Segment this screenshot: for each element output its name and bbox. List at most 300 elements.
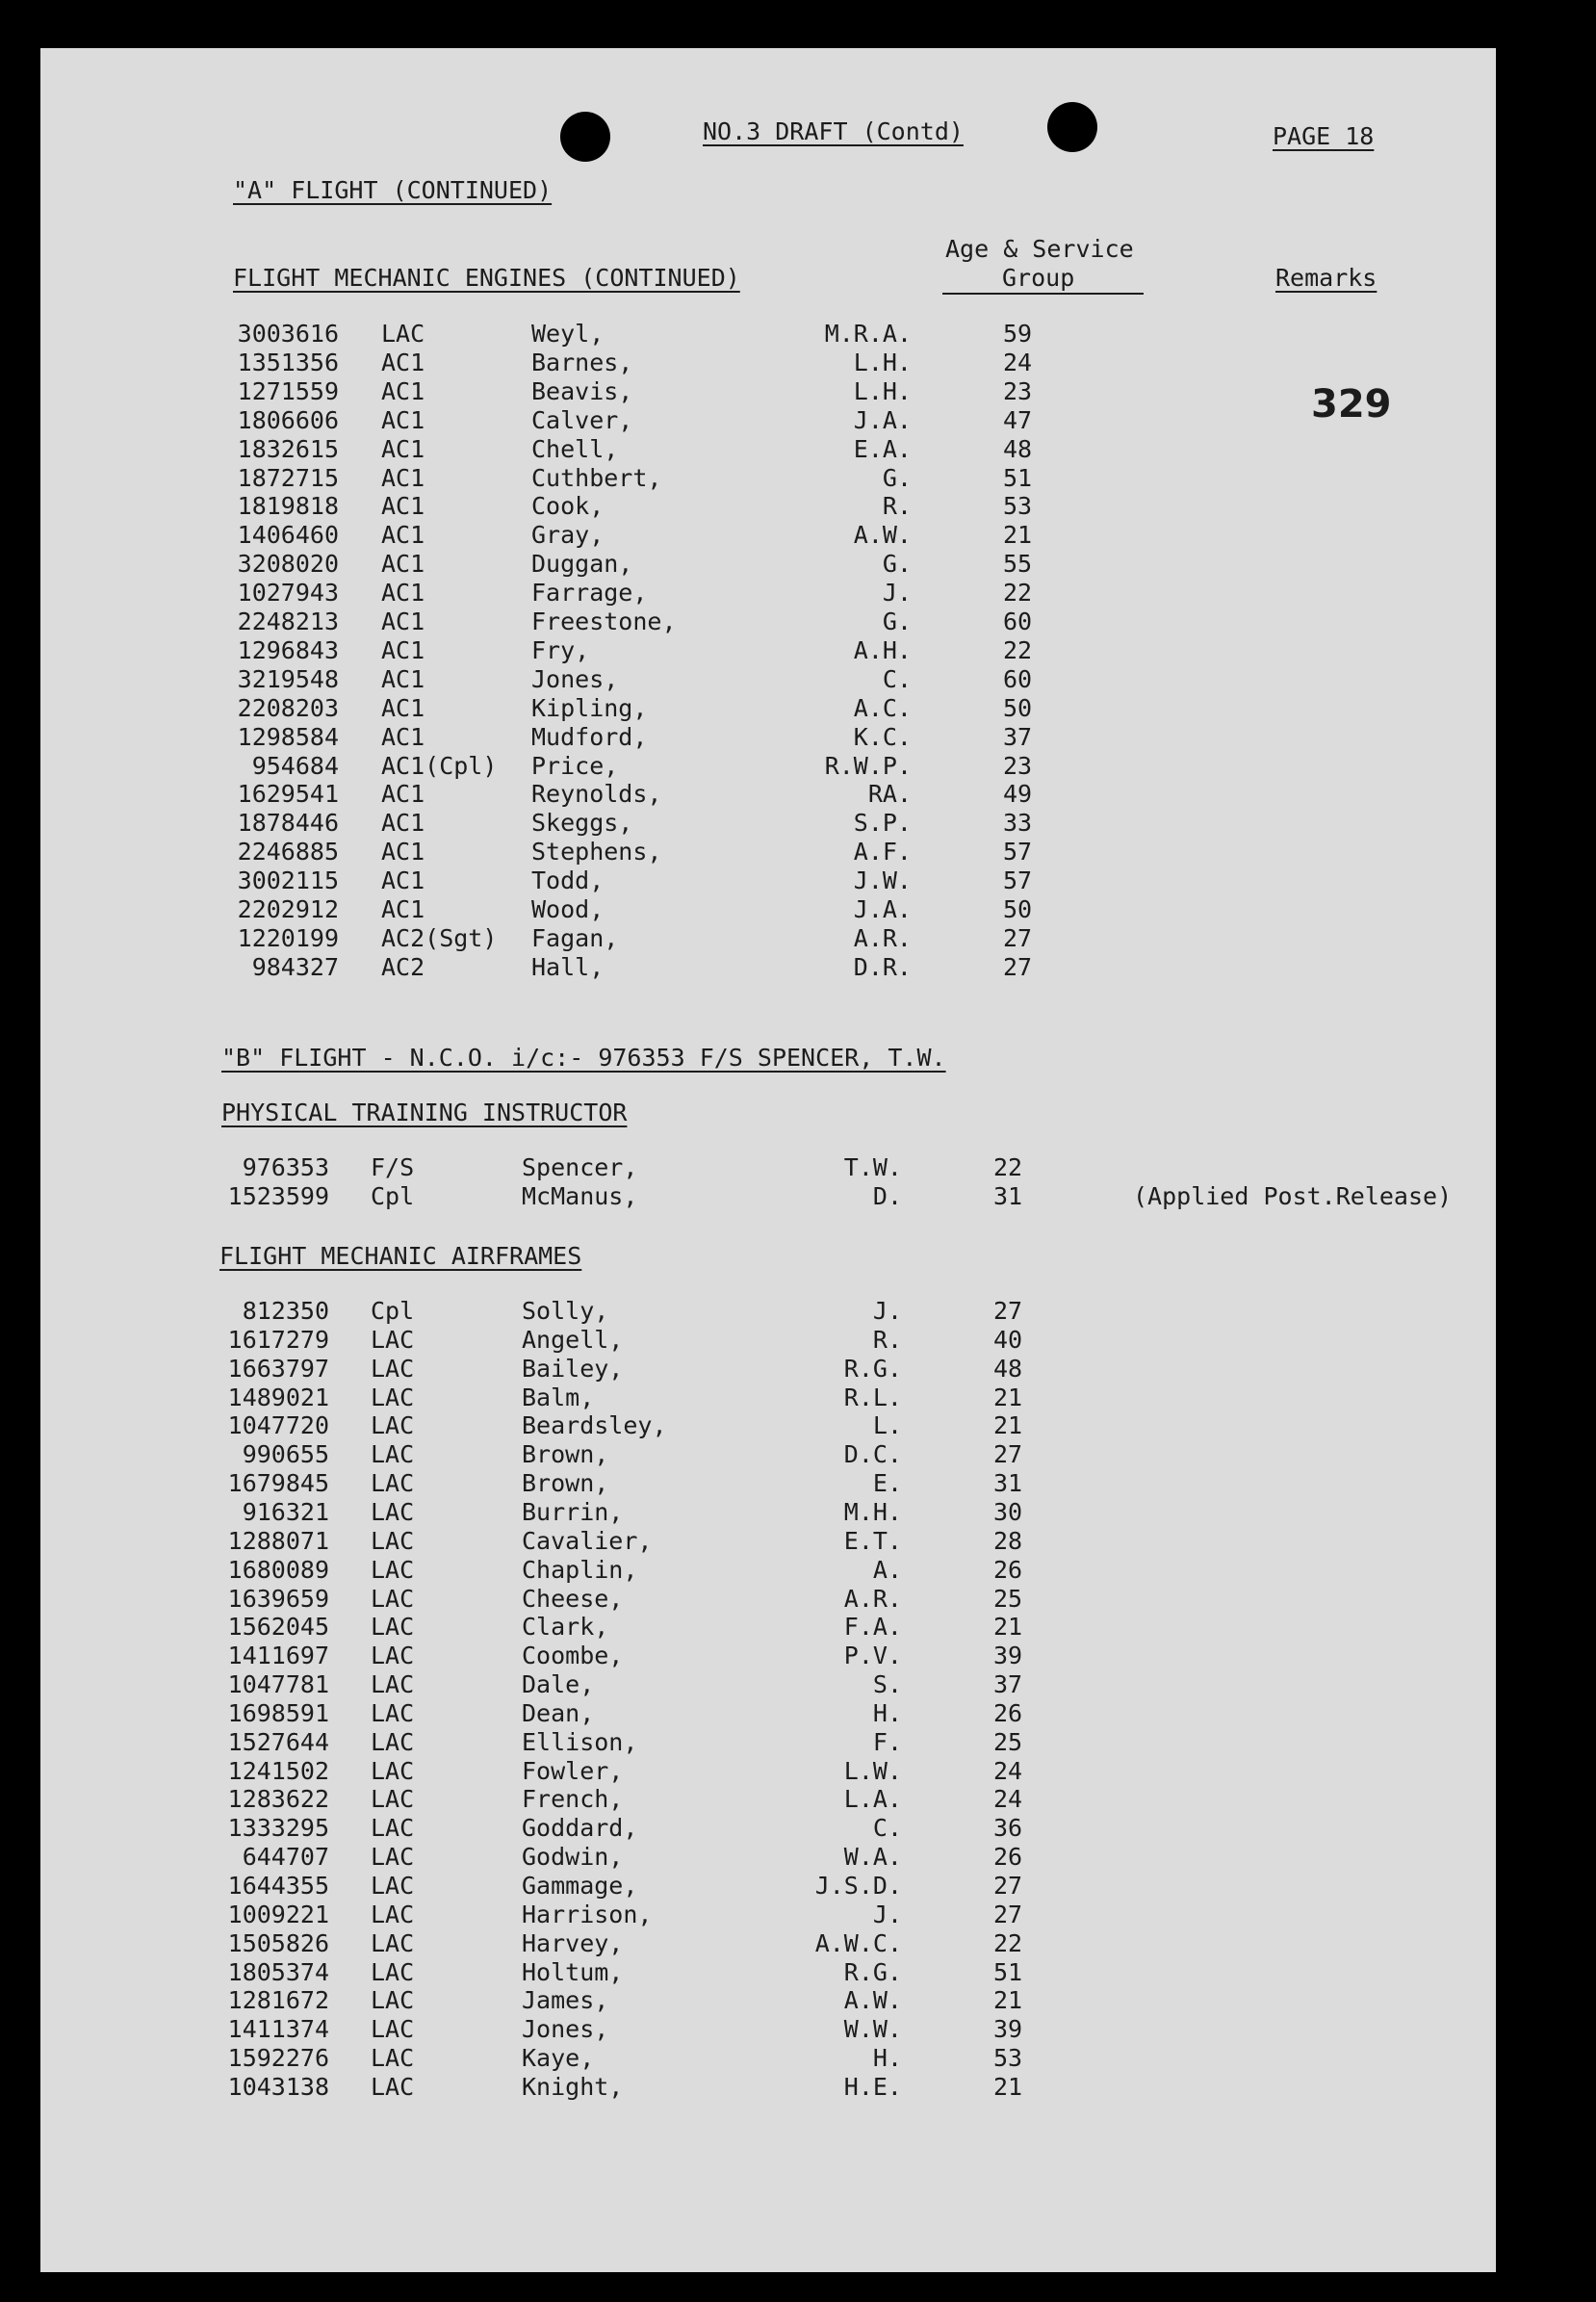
personnel-row	[40, 1355, 1496, 1384]
age-group: 24	[993, 1756, 1023, 1785]
age-group: 50	[1003, 693, 1033, 722]
age-group: 21	[993, 2072, 1023, 2101]
initials: L.H.	[853, 348, 912, 376]
rank: AC1	[381, 635, 425, 664]
initials: F.	[872, 1727, 902, 1756]
personnel-row	[40, 492, 1496, 521]
initials: L.H.	[853, 376, 912, 405]
initials: S.P.	[853, 809, 912, 838]
initials: R.W.P.	[824, 751, 912, 780]
surname: Godwin,	[522, 1843, 624, 1872]
personnel-row	[40, 2073, 1496, 2102]
surname: Cuthbert,	[531, 463, 662, 492]
rank: LAC	[371, 1383, 415, 1411]
rank: LAC	[371, 1526, 415, 1555]
personnel-row	[40, 665, 1496, 694]
rank: AC1	[381, 866, 425, 895]
initials: G.	[882, 550, 912, 579]
initials: J.	[872, 1297, 902, 1325]
surname: Chell,	[531, 434, 619, 463]
service-number: 1505826	[227, 1928, 329, 1957]
age-group: 21	[993, 1986, 1023, 2015]
rank: LAC	[371, 1900, 415, 1928]
rank: LAC	[371, 1843, 415, 1872]
personnel-row	[40, 1785, 1496, 1814]
service-number: 1819818	[237, 492, 339, 521]
surname: Skeggs,	[531, 809, 633, 838]
surname: Calver,	[531, 405, 633, 434]
age-group: 28	[993, 1526, 1023, 1555]
initials: J.	[872, 1900, 902, 1928]
surname: Cheese,	[522, 1584, 624, 1613]
surname: Dale,	[522, 1670, 595, 1699]
rank: AC1	[381, 693, 425, 722]
initials: K.C.	[853, 722, 912, 751]
surname: Balm,	[522, 1383, 595, 1411]
service-number: 1047781	[227, 1670, 329, 1699]
personnel-row	[40, 1556, 1496, 1585]
rank: AC1	[381, 348, 425, 376]
service-number: 3219548	[237, 664, 339, 693]
rank: LAC	[371, 1670, 415, 1699]
age-group: 22	[993, 1153, 1023, 1181]
initials: R.L.	[843, 1383, 902, 1411]
service-number: 644707	[242, 1843, 329, 1872]
service-number: 3003616	[237, 320, 339, 348]
age-group: 60	[1003, 608, 1033, 635]
rank: LAC	[371, 1785, 415, 1814]
personnel-row	[40, 435, 1496, 464]
initials: L.A.	[843, 1785, 902, 1814]
age-group: 24	[1003, 348, 1033, 376]
age-group: 59	[1003, 320, 1033, 348]
service-number: 1241502	[227, 1756, 329, 1785]
service-number: 1271559	[237, 376, 339, 405]
initials: T.W.	[843, 1153, 902, 1181]
age-group: 49	[1003, 780, 1033, 809]
rank: LAC	[371, 1411, 415, 1440]
surname: James,	[522, 1986, 609, 2015]
airframes-heading: FLIGHT MECHANIC AIRFRAMES	[219, 1242, 582, 1270]
personnel-row	[40, 1728, 1496, 1757]
personnel-row	[40, 636, 1496, 665]
personnel-row	[40, 608, 1496, 636]
age-group: 22	[1003, 635, 1033, 664]
rank: AC1	[381, 579, 425, 608]
initials: A.R.	[853, 923, 912, 952]
rank: LAC	[371, 1584, 415, 1613]
age-group: 22	[1003, 579, 1033, 608]
age-group: 26	[993, 1843, 1023, 1872]
service-number: 1333295	[227, 1814, 329, 1843]
personnel-row	[40, 752, 1496, 781]
service-number: 1878446	[237, 809, 339, 838]
personnel-row	[40, 1182, 1496, 1211]
service-number: 916321	[242, 1497, 329, 1526]
age-group: 36	[993, 1814, 1023, 1843]
age-group: 21	[993, 1383, 1023, 1411]
personnel-row	[40, 953, 1496, 982]
rank: LAC	[371, 1642, 415, 1670]
age-group: 39	[993, 1642, 1023, 1670]
service-number: 1527644	[227, 1727, 329, 1756]
service-number: 3208020	[237, 550, 339, 579]
age-group: 53	[1003, 492, 1033, 521]
service-number: 1296843	[237, 635, 339, 664]
service-number: 1489021	[227, 1383, 329, 1411]
age-group: 57	[1003, 838, 1033, 866]
surname: Spencer,	[522, 1153, 638, 1181]
service-number: 1281672	[227, 1986, 329, 2015]
surname: Hall,	[531, 952, 605, 981]
personnel-row	[40, 1843, 1496, 1872]
pti-heading: PHYSICAL TRAINING INSTRUCTOR	[221, 1099, 628, 1126]
personnel-row	[40, 1642, 1496, 1670]
rank: LAC	[371, 1727, 415, 1756]
rank: LAC	[371, 2072, 415, 2101]
initials: G.	[882, 608, 912, 635]
personnel-row	[40, 1326, 1496, 1355]
service-number: 1644355	[227, 1872, 329, 1900]
surname: Fry,	[531, 635, 590, 664]
surname: Farrage,	[531, 579, 648, 608]
rank: LAC	[371, 1555, 415, 1584]
surname: Duggan,	[531, 550, 633, 579]
age-group: 37	[1003, 722, 1033, 751]
rank: LAC	[371, 1698, 415, 1727]
rank: AC1	[381, 550, 425, 579]
surname: Cavalier,	[522, 1526, 653, 1555]
age-group: 21	[993, 1411, 1023, 1440]
personnel-row	[40, 1585, 1496, 1614]
initials: L.W.	[843, 1756, 902, 1785]
engines-heading: FLIGHT MECHANIC ENGINES (CONTINUED)	[233, 264, 740, 292]
age-group: 31	[993, 1182, 1023, 1210]
surname: Chaplin,	[522, 1555, 638, 1584]
service-number: 1805374	[227, 1957, 329, 1986]
service-number: 1663797	[227, 1354, 329, 1383]
rank: AC1	[381, 780, 425, 809]
group-label: Group	[1002, 264, 1075, 292]
personnel-row	[40, 809, 1496, 838]
service-number: 2208203	[237, 693, 339, 722]
surname: Coombe,	[522, 1642, 624, 1670]
personnel-row	[40, 1297, 1496, 1326]
surname: Clark,	[522, 1613, 609, 1642]
personnel-row	[40, 320, 1496, 349]
service-number: 1639659	[227, 1584, 329, 1613]
service-number: 3002115	[237, 866, 339, 895]
rank: LAC	[371, 1354, 415, 1383]
flight-a-heading: "A" FLIGHT (CONTINUED)	[233, 176, 553, 204]
initials: E.T.	[843, 1526, 902, 1555]
age-group: 22	[993, 1928, 1023, 1957]
personnel-row	[40, 349, 1496, 377]
personnel-row	[40, 1814, 1496, 1843]
service-number: 1629541	[237, 780, 339, 809]
personnel-row	[40, 1986, 1496, 2015]
service-number: 1679845	[227, 1469, 329, 1498]
initials: P.V.	[843, 1642, 902, 1670]
service-number: 2246885	[237, 838, 339, 866]
initials: C.	[882, 664, 912, 693]
age-group: 24	[993, 1785, 1023, 1814]
rank: AC1	[381, 895, 425, 923]
service-number: 1043138	[227, 2072, 329, 2101]
age-group: 55	[1003, 550, 1033, 579]
rank: AC1	[381, 463, 425, 492]
age-group: 48	[993, 1354, 1023, 1383]
age-group: 60	[1003, 664, 1033, 693]
initials: E.A.	[853, 434, 912, 463]
age-group: 50	[1003, 895, 1033, 923]
personnel-row	[40, 464, 1496, 493]
age-group: 23	[1003, 376, 1033, 405]
surname: Freestone,	[531, 608, 677, 635]
age-group: 31	[993, 1469, 1023, 1498]
age-group: 25	[993, 1584, 1023, 1613]
initials: R.	[872, 1325, 902, 1354]
initials: R.	[882, 492, 912, 521]
surname: McManus,	[522, 1182, 638, 1210]
personnel-row	[40, 694, 1496, 723]
rank: AC1	[381, 608, 425, 635]
initials: A.W.	[853, 521, 912, 550]
rank: LAC	[371, 1613, 415, 1642]
surname: Dean,	[522, 1698, 595, 1727]
initials: H.	[872, 2044, 902, 2073]
service-number: 1047720	[227, 1411, 329, 1440]
age-group: 27	[1003, 952, 1033, 981]
personnel-row	[40, 1670, 1496, 1699]
age-group: 26	[993, 1698, 1023, 1727]
surname: Bailey,	[522, 1354, 624, 1383]
service-number: 1283622	[227, 1785, 329, 1814]
age-group: 40	[993, 1325, 1023, 1354]
service-number: 1523599	[227, 1182, 329, 1210]
remarks-label: Remarks	[1275, 264, 1377, 292]
personnel-row	[40, 377, 1496, 406]
age-group: 37	[993, 1670, 1023, 1699]
rank: LAC	[371, 1497, 415, 1526]
surname: Goddard,	[522, 1814, 638, 1843]
personnel-row	[40, 1901, 1496, 1929]
rank: AC1	[381, 405, 425, 434]
surname: Angell,	[522, 1325, 624, 1354]
initials: F.A.	[843, 1613, 902, 1642]
service-number: 812350	[242, 1297, 329, 1325]
personnel-row	[40, 1613, 1496, 1642]
initials: A.W.	[843, 1986, 902, 2015]
surname: French,	[522, 1785, 624, 1814]
surname: Jones,	[531, 664, 619, 693]
personnel-row	[40, 866, 1496, 895]
age-group: 48	[1003, 434, 1033, 463]
age-group: 51	[1003, 463, 1033, 492]
initials: W.A.	[843, 1843, 902, 1872]
personnel-row	[40, 723, 1496, 752]
rank: LAC	[371, 1872, 415, 1900]
rank: F/S	[371, 1153, 415, 1181]
surname: Todd,	[531, 866, 605, 895]
age-group: 27	[993, 1440, 1023, 1469]
service-number: 1617279	[227, 1325, 329, 1354]
initials: D.	[872, 1182, 902, 1210]
rank: LAC	[371, 2015, 415, 2044]
surname: Gammage,	[522, 1872, 638, 1900]
initials: W.W.	[843, 2015, 902, 2044]
service-number: 1562045	[227, 1613, 329, 1642]
service-number: 1411374	[227, 2015, 329, 2044]
punch-hole-left	[560, 112, 610, 162]
initials: A.H.	[853, 635, 912, 664]
surname: Jones,	[522, 2015, 609, 2044]
initials: A.W.C.	[814, 1928, 902, 1957]
personnel-row	[40, 2015, 1496, 2044]
service-number: 1009221	[227, 1900, 329, 1928]
initials: H.E.	[843, 2072, 902, 2101]
personnel-row	[40, 2044, 1496, 2073]
personnel-row	[40, 1872, 1496, 1901]
personnel-row	[40, 1958, 1496, 1987]
rank: AC2	[381, 952, 425, 981]
personnel-row	[40, 780, 1496, 809]
service-number: 1298584	[237, 722, 339, 751]
age-group: 27	[993, 1297, 1023, 1325]
personnel-row	[40, 1469, 1496, 1498]
personnel-row	[40, 579, 1496, 608]
rank: LAC	[371, 1325, 415, 1354]
flight-b-heading: "B" FLIGHT - N.C.O. i/c:- 976353 F/S SPENCER, T.W.	[221, 1044, 946, 1072]
initials: J.S.D.	[814, 1872, 902, 1900]
initials: J.A.	[853, 405, 912, 434]
personnel-row	[40, 838, 1496, 866]
surname: Burrin,	[522, 1497, 624, 1526]
surname: Holtum,	[522, 1957, 624, 1986]
age-group: 30	[993, 1497, 1023, 1526]
surname: Cook,	[531, 492, 605, 521]
document-title: NO.3 DRAFT (Contd)	[703, 117, 964, 145]
service-number: 2202912	[237, 895, 339, 923]
rank: LAC	[381, 320, 425, 348]
service-number: 2248213	[237, 608, 339, 635]
surname: Harrison,	[522, 1900, 653, 1928]
initials: J.	[882, 579, 912, 608]
rank: Cpl	[371, 1182, 415, 1210]
surname: Harvey,	[522, 1928, 624, 1957]
punch-hole-right	[1047, 102, 1097, 152]
rank: AC1	[381, 809, 425, 838]
service-number: 1680089	[227, 1555, 329, 1584]
age-group: 27	[993, 1872, 1023, 1900]
surname: Kaye,	[522, 2044, 595, 2073]
surname: Wood,	[531, 895, 605, 923]
personnel-row	[40, 1153, 1496, 1182]
surname: Stephens,	[531, 838, 662, 866]
personnel-row	[40, 1384, 1496, 1412]
initials: M.R.A.	[824, 320, 912, 348]
initials: S.	[872, 1670, 902, 1699]
surname: Beardsley,	[522, 1411, 667, 1440]
service-number: 984327	[251, 952, 339, 981]
age-group: 47	[1003, 405, 1033, 434]
remark: (Applied Post.Release)	[1133, 1182, 1453, 1210]
surname: Ellison,	[522, 1727, 638, 1756]
rank: AC1	[381, 434, 425, 463]
age-group: 57	[1003, 866, 1033, 895]
personnel-row	[40, 406, 1496, 435]
initials: RA.	[867, 780, 912, 809]
rank: AC1	[381, 664, 425, 693]
document-page	[40, 48, 1496, 2272]
initials: L.	[872, 1411, 902, 1440]
age-service-label: Age & Service	[945, 235, 1134, 263]
initials: J.A.	[853, 895, 912, 923]
service-number: 1592276	[227, 2044, 329, 2073]
stamp-number: 329	[1311, 382, 1392, 427]
service-number: 1027943	[237, 579, 339, 608]
surname: Knight,	[522, 2072, 624, 2101]
rank: LAC	[371, 1814, 415, 1843]
personnel-row	[40, 1929, 1496, 1958]
personnel-row	[40, 1411, 1496, 1440]
surname: Reynolds,	[531, 780, 662, 809]
service-number: 976353	[242, 1153, 329, 1181]
service-number: 1220199	[237, 923, 339, 952]
initials: D.C.	[843, 1440, 902, 1469]
surname: Kipling,	[531, 693, 648, 722]
initials: R.G.	[843, 1957, 902, 1986]
service-number: 1411697	[227, 1642, 329, 1670]
personnel-row	[40, 1757, 1496, 1786]
age-group: 27	[1003, 923, 1033, 952]
initials: A.F.	[853, 838, 912, 866]
age-group: 51	[993, 1957, 1023, 1986]
age-group: 23	[1003, 751, 1033, 780]
rank: LAC	[371, 1928, 415, 1957]
personnel-row	[40, 1440, 1496, 1469]
rank: AC1	[381, 838, 425, 866]
surname: Solly,	[522, 1297, 609, 1325]
age-group: 27	[993, 1900, 1023, 1928]
surname: Barnes,	[531, 348, 633, 376]
age-group: 53	[993, 2044, 1023, 2073]
service-number: 990655	[242, 1440, 329, 1469]
personnel-row	[40, 895, 1496, 924]
surname: Fagan,	[531, 923, 619, 952]
age-group: 21	[1003, 521, 1033, 550]
service-number: 1698591	[227, 1698, 329, 1727]
surname: Gray,	[531, 521, 605, 550]
rank: LAC	[371, 1986, 415, 2015]
service-number: 1832615	[237, 434, 339, 463]
initials: E.	[872, 1469, 902, 1498]
service-number: 1288071	[227, 1526, 329, 1555]
personnel-row	[40, 521, 1496, 550]
age-group: 21	[993, 1613, 1023, 1642]
initials: C.	[872, 1814, 902, 1843]
surname: Beavis,	[531, 376, 633, 405]
age-group: 39	[993, 2015, 1023, 2044]
rank: LAC	[371, 1756, 415, 1785]
initials: A.	[872, 1555, 902, 1584]
initials: M.H.	[843, 1497, 902, 1526]
personnel-row	[40, 924, 1496, 953]
surname: Fowler,	[522, 1756, 624, 1785]
group-label-underline	[942, 293, 1144, 295]
personnel-row	[40, 1498, 1496, 1527]
initials: J.W.	[853, 866, 912, 895]
